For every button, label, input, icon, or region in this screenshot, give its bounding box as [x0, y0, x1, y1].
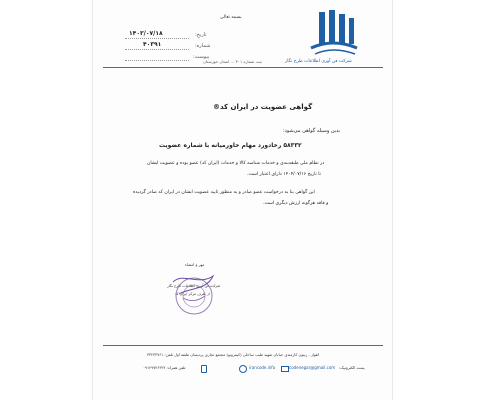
footer-email-label: پست الکترونیک:: [339, 365, 365, 370]
footer-divider: [103, 345, 383, 346]
signature-role-2: از طرف مرکز ایران کد: [175, 292, 210, 296]
letter-page: [93, 0, 392, 400]
footer-tel: تلفن همراه: ۰۹۱۲۹۷۴۶۳۲۴: [143, 365, 186, 370]
date-label: تاریخ:: [195, 32, 207, 38]
footer-website: irancode.info: [249, 365, 276, 370]
intro-line: بدین وسیله گواهی می‌شود:: [283, 128, 341, 134]
number-label: شماره:: [195, 43, 211, 49]
member-line: ۵۸۳۳۲ رخادورد مهام خاورمیانه با شماره عضویت: [159, 142, 302, 149]
company-name: شرکت فن آوری اطلاعات طرح نگار: [285, 59, 352, 64]
email-icon: [281, 366, 289, 372]
official-stamp: [169, 268, 219, 320]
signature-block: [163, 262, 243, 328]
globe-icon: [239, 365, 247, 373]
number-underline: [125, 49, 189, 50]
basmala: بسمه تعالی: [220, 15, 242, 20]
body-line-1: در نظام ملی طبقه‌بندی و خدمات شناسه کالا و خدمات (ایران کد) عضو بوده و عضویت ایشان: [147, 161, 325, 166]
attachment-label: پیوست:: [193, 54, 210, 60]
date-underline: [125, 38, 189, 39]
body-line-4: و فاقد هرگونه ارزش دیگری است.: [263, 201, 329, 206]
signature-role-1: شرکت فن آوری اطلاعات طرح نگار: [167, 284, 221, 288]
phone-icon: [201, 365, 207, 373]
company-logo: [305, 8, 361, 56]
signature-caption: مهر و امضاء: [185, 262, 205, 267]
header-divider: [103, 67, 383, 68]
footer-email: codenegar@gmail.com: [289, 365, 336, 370]
body-line-2: تا تاریخ ۱۴۰۴/۰۷/۱۶ دارای اعتبار است.: [247, 172, 321, 177]
registration-info: ثبت شماره ۳۰۱ ... استان خوزستان: [203, 59, 262, 64]
number-value: ۴۰۳۹۱: [143, 41, 162, 48]
footer-address: اهواز - زیتون کارمندی خیابان شهید طیب ساحلی (کیمرونو) مجتمع تجاری پردیسان طبقه اول تلفن: ۳۳۲۳۳۷۶۱: [147, 352, 319, 357]
body-line-3: این گواهی بنا به درخواست عضو صادر و به منظور تایید عضویت ایشان در ایران کد صادر گردیده: [133, 190, 315, 195]
attachment-underline: [125, 60, 189, 61]
certificate-title: گواهی عضویت در ایران کد®: [213, 103, 313, 111]
date-value: ۱۴۰۳/۰۷/۱۸: [129, 30, 163, 37]
